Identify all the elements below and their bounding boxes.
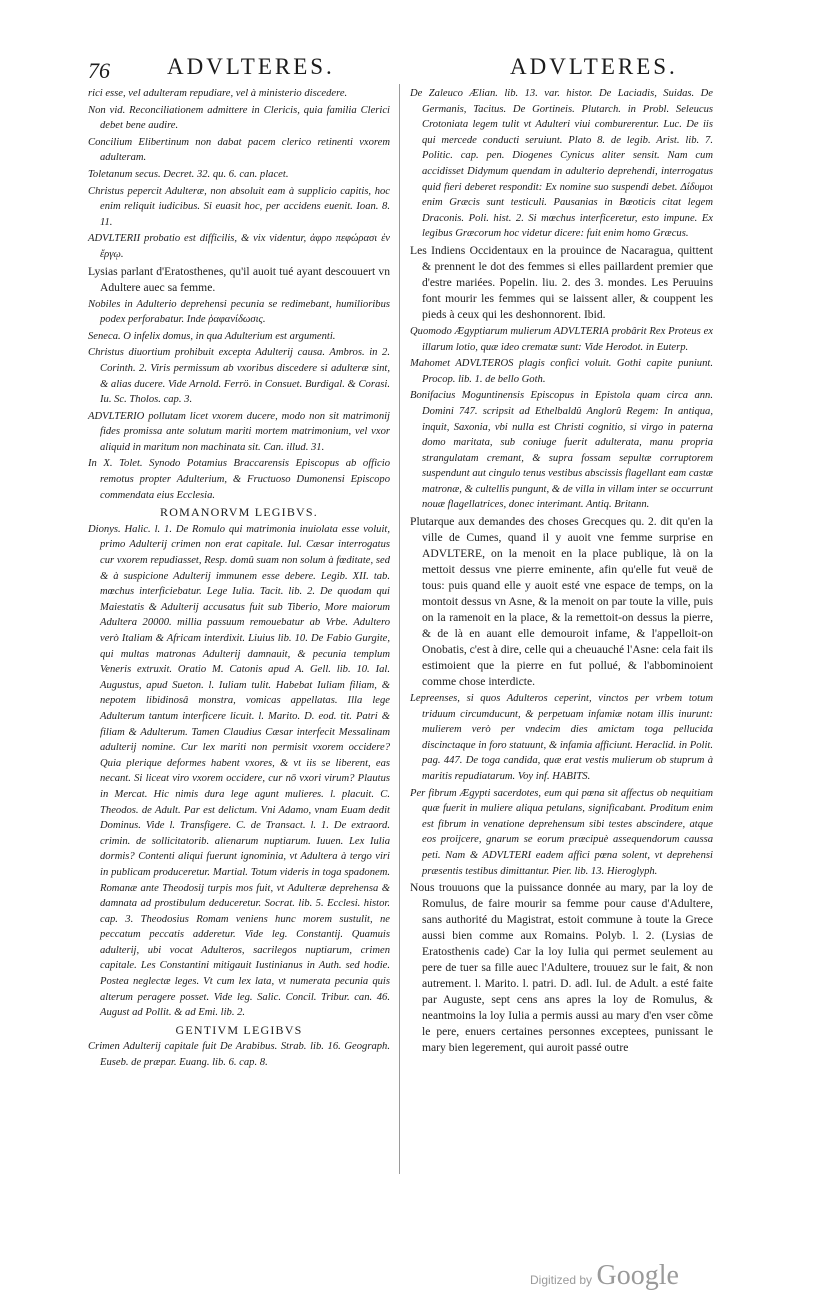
google-logo: Google xyxy=(596,1260,679,1291)
text-paragraph: Bonifacius Moguntinensis Episcopus in Epistola quam circa ann. Domini 747. scripsit ad Ethelbaldû Anglorû Regem: In antiqua, inquit, Saxonia, vbi nulla est Christi cognitio, si virgo in paterna domo maritata, sub coniuge fuerit adulterata, manu propria strangulatam cremant, & supra fossam sepultæ corruptorem suspendunt aut cingulo tenus vestibus abscissis flagellant eam castæ matronæ, & cultellis pungunt, & de villa in villam inter se occurrunt nouæ flagellatrices, donec interimant. Antiq. Britann. xyxy=(410,390,713,511)
running-title-left: ADVLTERES. xyxy=(167,54,335,79)
text-paragraph: Toletanum secus. Decret. 32. qu. 6. can. placet. xyxy=(88,168,289,180)
section-heading: ROMANORVM LEGIBVS. xyxy=(160,505,318,520)
digitized-watermark xyxy=(530,1260,679,1292)
left-text-column xyxy=(88,86,390,1072)
text-paragraph: Lysias parlant d'Eratosthenes, qu'il auoit tué ayant descouuert vn Adultere auec sa femme. xyxy=(88,264,390,294)
text-paragraph: Christus pepercit Adulteræ, non absoluit eam à supplicio capitis, hoc enim reliquit iudicibus. Si euasit hoc, per accidens euenit. Ioan. 8. 11. xyxy=(88,185,390,228)
text-paragraph: De Zaleuco Ælian. lib. 13. var. histor. De Laciadis, Suidas. De Germanis, Tacitus. De Gortineis. Plutarch. in Probl. Seleucus Crotoniata legem tulit vt Adulteri viui comburerentur. Luc. De iis qui mercede conducti seruiunt. Plato 8. de legib. Arist. lib. 7. Politic. cap. pen. Diogenes Cynicus aliter sensit. Nam cum accidisset Didymum quendam in adulterio deprehendi, interrogatus quid fieri deberet respondit: Ex nomine suo suspendi debet. Δίδυμοι enim Græcis sunt testiculi. Pausanias in Bœoticis citat legem Draconis. Poli. hist. 2. Si mœchus interficeretur, esto impune. Ex legibus Græcorum hoc videtur dicere: fuit enim homo Græcus. xyxy=(410,88,713,240)
column-divider xyxy=(399,84,400,1174)
text-paragraph: Mahomet ADVLTEROS plagis confici voluit. Gothi capite puniunt. Procop. lib. 1. de bello Goth. xyxy=(410,358,713,385)
text-paragraph: Non vid. Reconciliationem admittere in Clericis, quia familia Clerici debet bene audire. xyxy=(88,104,390,132)
text-paragraph: Nobiles in Adulterio deprehensi pecunia se redimebant, humilioribus podex perforabatur. Inde ῥαφανίδωσις. xyxy=(88,298,390,326)
text-paragraph: Plutarque aux demandes des choses Grecques qu. 2. dit qu'en la ville de Cumes, quand il y auoit vne femme surprise en ADVLTERE, on la menoit en la place publique, là on la mettoit dessus vne pierre eminente, afin qu'elle fut veuë de tous: puis quand elle y auoit esté vne espace de temps, on la montoit dessus vn Asne, & la menoit on par toute la ville, puis on la ramenoit en la place, & la remettoit-on dessus la pierre, & de là en auant elle demouroit infame, & l'appelloit-on Onobatis, c'est à dire, celle qui a cheuauché l'Asne: cela fait ils estimoient que la pierre en fut pollué, & l'abbominoient comme chose interdicte. xyxy=(410,515,714,689)
text-paragraph: In X. Tolet. Synodo Potamius Braccarensis Episcopus ab officio remotus propter Adulterium, & Fructuoso Dumonensi Episcopo commendata eius Ecclesia. xyxy=(88,458,390,501)
text-paragraph: ADVLTERIO pollutam licet vxorem ducere, modo non sit matrimonij fides promissa ante solutum mariti mortem matrimonium, vel vxor aliquid in maritum non machinata sit. Can. illud. 31. xyxy=(88,410,390,453)
right-text-column xyxy=(410,86,713,1057)
text-paragraph: Seneca. O infelix domus, in qua Adulterium est argumenti. xyxy=(88,330,336,342)
text-paragraph: Crimen Adulterij capitale fuit De Arabibus. Strab. lib. 16. Geograph. Euseb. de præpar. Euang. lib. 6. cap. 8. xyxy=(88,1041,390,1069)
page-number: 76 xyxy=(88,58,110,83)
text-paragraph: ADVLTERII probatio est difficilis, & vix videntur, ἀφρο πεφώρασι ἐν ἔργῳ. xyxy=(88,233,390,260)
text-paragraph: rici esse, vel adulteram repudiare, vel à ministerio discedere. xyxy=(88,88,348,99)
text-paragraph: Per fibrum Ægypti sacerdotes, eum qui pœna sit affectus ob nequitiam quæ fuerit in muliere aliqua petulans, significabant. Proditum enim est fibrum in venatione deprehensum sibi testes abscindere, atque eos proijcere, gnarum se eorum præcipuè assequendorum caussa peti. Nam & ADVLTERI eadem affici pœna solent, vt deprehensi præsentis testibus dimittantur. Pier. lib. 13. Hieroglyph. xyxy=(410,787,713,877)
section-heading: GENTIVM LEGIBVS xyxy=(175,1022,303,1037)
running-title-right: ADVLTERES. xyxy=(510,54,678,79)
text-paragraph: Les Indiens Occidentaux en la prouince de Nacaragua, quittent & prennent le dot des femmes si elles paillardent premier que d'estre mariées. Popelin. liu. 2. des 3. mondes. Les Peruuins font mourir les femmes qui se laissent aller, & couppent les pieds à ceux qui les deshonnorent. Ibid. xyxy=(410,243,713,321)
text-paragraph: Lepreenses, si quos Adulteros ceperint, vinctos per vrbem totum triduum circumducunt, & perpetuam infamiæ notam illis inurunt: mulierem verò per vndecim dies amictam toga pellucida discinctaque in foro statuunt, & infamia afficiunt. Heraclid. in Polit. pag. 447. De toga candida, quæ erat vestis mulierum ob stuprum à maritis repudiatarum. Voy inf. HABITS. xyxy=(410,693,713,783)
text-paragraph: Concilium Elibertinum non dabat pacem clerico retinenti vxorem adulteram. xyxy=(88,136,390,164)
text-paragraph: Dionys. Halic. l. 1. De Romulo qui matrimonia inuiolata esse voluit, primo Adulterij crimen non erat capitale. Iul. Cæsar interrogatus cur vxorem repudiasset, Resp. domû suam non solum à fœditate, sed & à suspicione Adulterij immunem esse debere. Legib. XII. tab. mœchus interficiebatur. Lege Iulia. Tacit. lib. 2. De quodam qui Maiestatis & Adulterij accusatus fuit sub Tiberio, More maiorum Adultera 20000. millia passuum remouebatur ab Vrbe. Adultero verò Italiam & Africam interdixit. Liuius lib. 10. De Fabio Gurgite, qui multas matronas Adulterij damnauit, & pecunia templum Veneris extruxit. Oratio M. Catonis apud A. Gell. lib. 10. Ial. Augustus, apud Sueton. l. Iuliam tulit. Habebat Iuliam filiam, & nepotem libidinosâ monstra, vomicas appellatas. Illa lege Adulterum tantum interficere licuit. l. Marito. D. eod. tit. Patri & filiam & Adulterum. Tamen Claudius Cæsar interfecit Messalinam adulterij nomine. Cur lex mariti non permisit vxorem occidere? Quia plerique deformes habent vxores, & vt iis se liberent, eas necant. Si liceat viro vxorem occidere, cur nō vxori virum? Plautus in Mercat. Hic nimis dura lege agunt mulieres. l. placuit. C. Theodos. de Adult. Par est delictum. Vni Adamo, vnam Euam dedit Dominus. Vide l. Transfigere. C. de Transact. l. 1. De extraord. crimin. de sollicitatorib. alienarum nuptiarum. Iuuen. Lex Iulia dormis? Contenti aliqui fuerunt ignominia, vt Adultera à tergo viri in publicam produceretur. Martial. Totum videris in toga spadonem. Romanæ ante Theodosij turpis mos fuit, vt Adulteræ deprehensa & damnata ad prostibulum deduceretur. Socrat. lib. 5. Ecclesi. histor. cap. 3. Theodosius Romam veniens hunc morem sustulit, ne peccatum peccatis adderetur. Vide leg. Constantij. Quamuis adulterij, ubi vocat Adulteros, sacrilegos nuptiarum, crimen capitale. Les Constantini mitigauit Iustinianus in Auth. sed hodie. Postea neglectæ leges. Vt cum lex lata, vt numerata pecunia quis alterum peragere posset. Vide leg. Salic. Concil. Tribur. can. 46. August ad Pollit. & ad Emi. lib. 2. xyxy=(88,523,390,1019)
text-paragraph: Quomodo Ægyptiarum mulierum ADVLTERIA probârit Rex Proteus ex illarum lotio, quæ ideo crematæ sunt: Vide Herodot. in Euterp. xyxy=(410,325,713,353)
watermark-prefix: Digitized by xyxy=(530,1273,593,1287)
text-paragraph: Nous trouuons que la puissance donnée au mary, par la loy de Romulus, de faire mourir sa femme pour cause d'Adultere, sans authorité du Magistrat, estoit commune à toute la Grece aussi bien comme aux Romains. Polyb. l. 2. (Lysias de Eratosthenis cade) Car la loy Iulia qui permet seulement au pere de tuer sa fille auec l'Adultere, trouuez sur le fait, & non autrement. l. Marito. l. patri. D. adl. Iul. de Adult. a esté faite par Auguste, sept cens ans apres la loy de Romulus, & neantmoins la loy Iulia a permis aussi au mary d'en vser cõme le pere, enuers certaines personnes exceptees, punissant le mary bien legerement, qui auroit passé outre xyxy=(410,881,713,1055)
text-paragraph: Christus diuortium prohibuit excepta Adulterij causa. Ambros. in 2. Corinth. 2. Viris permissum ab vxoribus discedere si adulteræ sint, & alias ducere. Vide Arnold. Ferrö. in Consuet. Burdigal. & Corasi. Iu. Sc. Tholos. cap. 3. xyxy=(88,347,390,406)
